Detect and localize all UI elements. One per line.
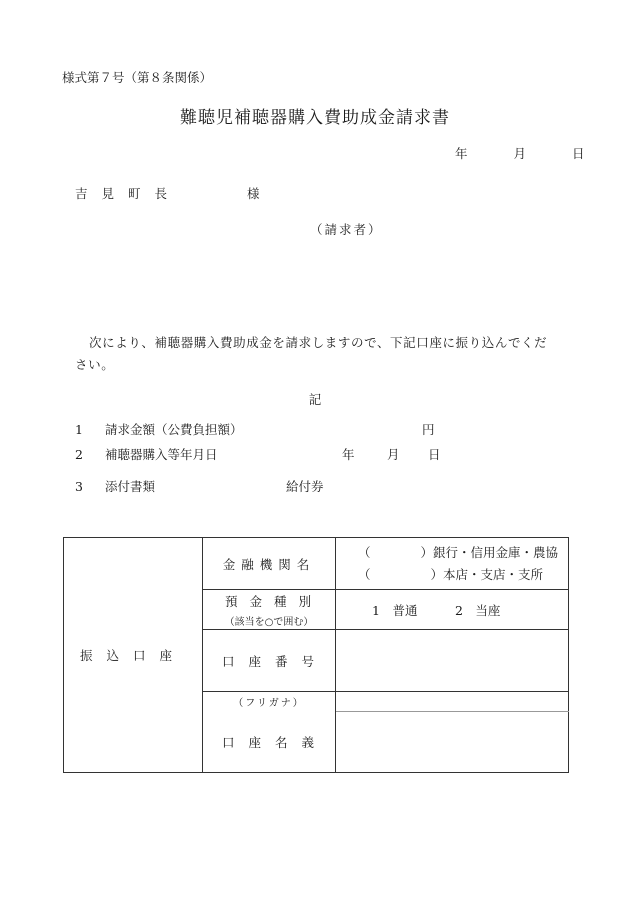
deposit-options[interactable]: 1 普通 2 当座 — [336, 590, 569, 630]
addressee-honorific: 様 — [246, 186, 260, 201]
addressee-name: 吉見町長 — [75, 186, 182, 201]
body-text — [75, 332, 555, 376]
item-2-num: 2 — [75, 447, 83, 462]
institution-line-2: （ ）本店・支店・支所 — [358, 566, 544, 582]
item-3-num: 3 — [75, 479, 83, 494]
date-month: 月 — [513, 146, 526, 161]
institution-label: 金融機関名 — [203, 538, 336, 590]
item-3-value: 給付券 — [286, 479, 324, 494]
account-name-field[interactable] — [336, 712, 569, 773]
bank-section-label: 振込口座 — [64, 538, 203, 773]
date-day: 日 — [571, 146, 585, 161]
page-title: 難聴児補聴器購入費助成金請求書 — [180, 108, 450, 128]
form-id: 様式第７号（第８条関係） — [62, 70, 213, 85]
item-3-label: 添付書類 — [104, 479, 155, 494]
furigana-label: （フリガナ） — [203, 692, 336, 712]
account-name-label: 口座名義 — [203, 712, 336, 773]
ki-heading: 記 — [308, 392, 322, 407]
deposit-type-cell — [203, 590, 336, 630]
account-number-label: 口座番号 — [203, 630, 336, 692]
item-2-day: 日 — [428, 447, 441, 462]
account-number-field[interactable] — [336, 630, 569, 692]
item-2-year: 年 — [342, 447, 355, 462]
addressee — [75, 184, 260, 202]
deposit-type-label: 預金種別 — [224, 593, 323, 609]
item-3 — [75, 477, 155, 495]
date-year: 年 — [455, 146, 468, 161]
requester-label: （請求者） — [310, 222, 383, 237]
bank-account-table — [63, 537, 569, 773]
item-1-value: 円 — [422, 422, 435, 437]
institution-line-1: （ ）銀行・信用金庫・農協 — [358, 544, 559, 560]
institution-field[interactable] — [336, 538, 569, 590]
item-2-month: 月 — [387, 447, 400, 462]
deposit-type-note: （該当を○で囲む） — [224, 616, 314, 628]
item-2 — [75, 445, 218, 463]
item-1-num: 1 — [75, 422, 83, 437]
item-2-label: 補聴器購入等年月日 — [104, 447, 218, 462]
date-line — [455, 144, 584, 162]
furigana-field[interactable] — [336, 692, 569, 712]
item-1 — [75, 420, 243, 438]
body-paragraph: 次により、補聴器購入費助成金を請求しますので、下記口座に振り込んでください。 — [75, 335, 548, 372]
item-1-label: 請求金額（公費負担額） — [104, 422, 243, 437]
